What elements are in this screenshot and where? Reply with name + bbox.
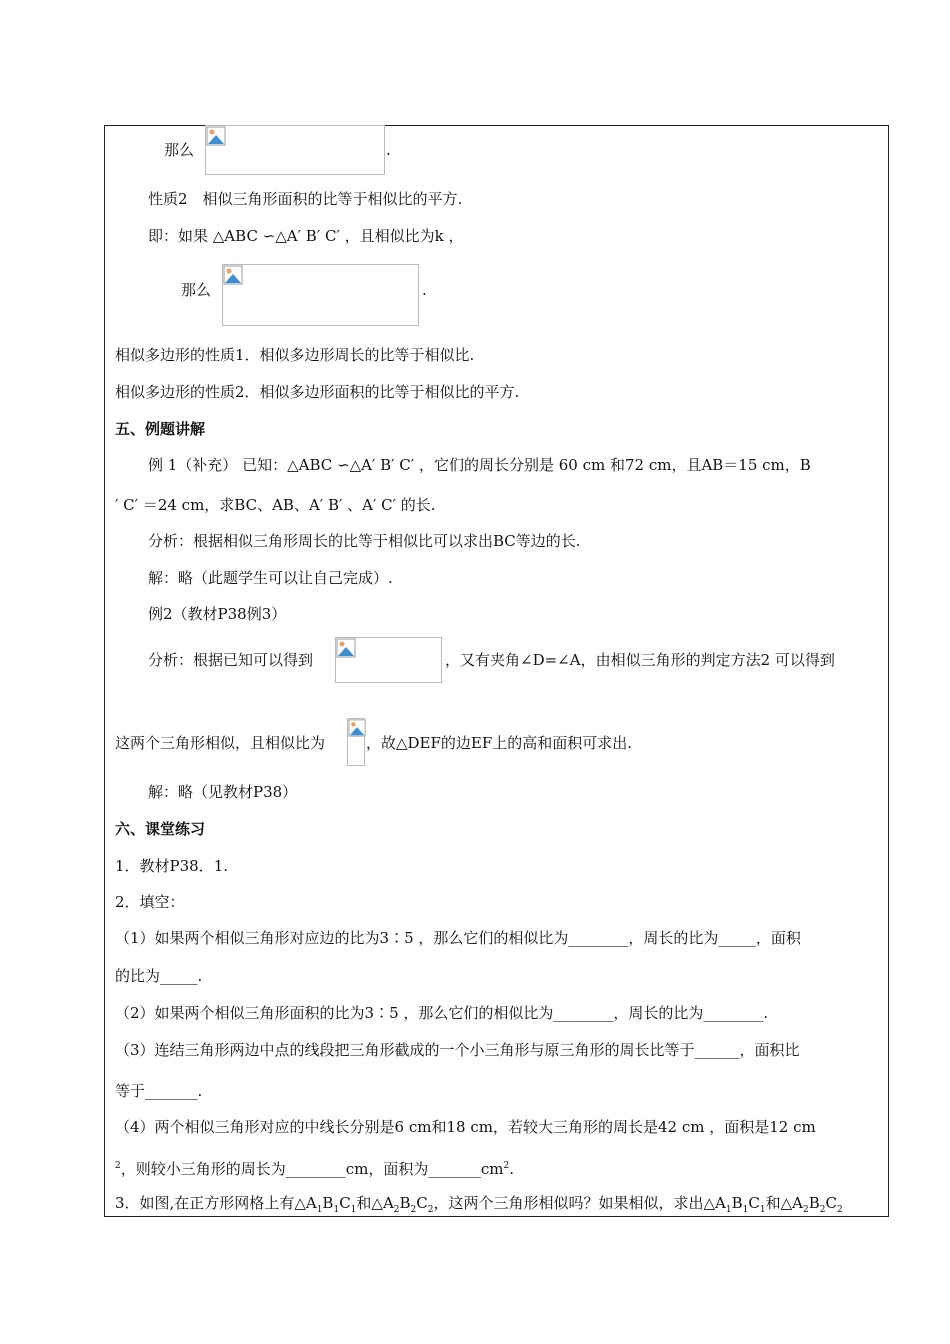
example-1-analysis: 分析：根据相似三角形周长的比等于相似比可以求出BC等边的长. <box>148 532 581 550</box>
text-line-then-2: 那么 <box>181 281 212 299</box>
if-similar-line: 即：如果 △ABC ∽△A′ B′ C′ ，且相似比为k ， <box>148 227 464 245</box>
formula-image-2 <box>222 264 419 326</box>
example-2-analysis-post: ，又有夹角∠D=∠A，由相似三角形的判定方法2 可以得到 <box>445 651 835 669</box>
example-2-ratio-post: ，故△DEF的边EF上的高和面积可求出. <box>366 734 633 752</box>
question-3-line-b: 等于_______. <box>115 1082 203 1100</box>
example-1-line-b: ′ C′ ＝24 cm，求BC、AB、A′ B′ 、A′ C′ 的长. <box>115 496 436 514</box>
text-line-then-1: 那么 <box>164 141 195 159</box>
question-3-line-a: （3）连结三角形两边中点的线段把三角形截成的一个小三角形与原三角形的周长比等于______，面积比 <box>115 1041 800 1059</box>
property-2-line: 性质2 相似三角形面积的比等于相似比的平方. <box>148 190 463 208</box>
question-1-line-b: 的比为_____. <box>115 967 203 985</box>
formula-image-3 <box>335 637 442 683</box>
question-4-line-a: （4）两个相似三角形对应的中线长分别是6 cm和18 cm，若较大三角形的周长是42 cm ，面积是12 cm <box>115 1118 816 1136</box>
period-2: . <box>422 281 427 299</box>
period-1: . <box>386 141 391 159</box>
broken-image-icon <box>206 126 226 146</box>
example-2-solution: 解：略（见教材P38） <box>148 783 298 801</box>
broken-image-icon <box>223 265 243 285</box>
practice-1: 1．教材P38．1. <box>115 857 229 875</box>
example-1-solution: 解：略（此题学生可以让自己完成）. <box>148 569 393 587</box>
question-4-line-b: $^2$，则较小三角形的周长为________cm，面积为$\_\_\_\_\_\_\_cm^2$. <box>115 1160 515 1178</box>
polygon-property-2: 相似多边形的性质2．相似多边形面积的比等于相似比的平方. <box>115 383 520 401</box>
broken-image-icon <box>336 638 356 658</box>
broken-image-icon <box>348 719 366 737</box>
example-2-ratio-pre: 这两个三角形相似，且相似比为 <box>115 734 326 752</box>
formula-image-4 <box>347 718 365 766</box>
example-1-line-a: 例 1（补充） 已知：△ABC ∽△A′ B′ C′ ，它们的周长分别是 60 cm 和72 cm，且AB＝15 cm，B <box>148 456 811 474</box>
polygon-property-1: 相似多边形的性质1．相似多边形周长的比等于相似比. <box>115 346 475 364</box>
formula-image-1 <box>205 125 385 175</box>
practice-3: 3．如图,在正方形网格上有$\triangle A_1B_1C_1$和$\triangle A_2B_2C_2$，这两个三角形相似吗？如果相似，求出$\triangle A_1B_1C_1$和$\triangle A_2B_2C_2$ <box>115 1194 843 1215</box>
question-2: （2）如果两个相似三角形面积的比为3∶5 ，那么它们的相似比为________，周长的比为________. <box>115 1004 769 1022</box>
example-2-title: 例2（教材P38例3） <box>148 605 287 623</box>
question-1-line-a: （1）如果两个相似三角形对应边的比为3∶5 ，那么它们的相似比为________，周长的比为_____，面积 <box>115 929 801 947</box>
practice-2: 2．填空： <box>115 893 185 911</box>
example-2-analysis-pre: 分析：根据已知可以得到 <box>148 651 314 669</box>
section-heading-examples: 五、例题讲解 <box>115 420 206 438</box>
section-heading-practice: 六、课堂练习 <box>115 820 206 838</box>
